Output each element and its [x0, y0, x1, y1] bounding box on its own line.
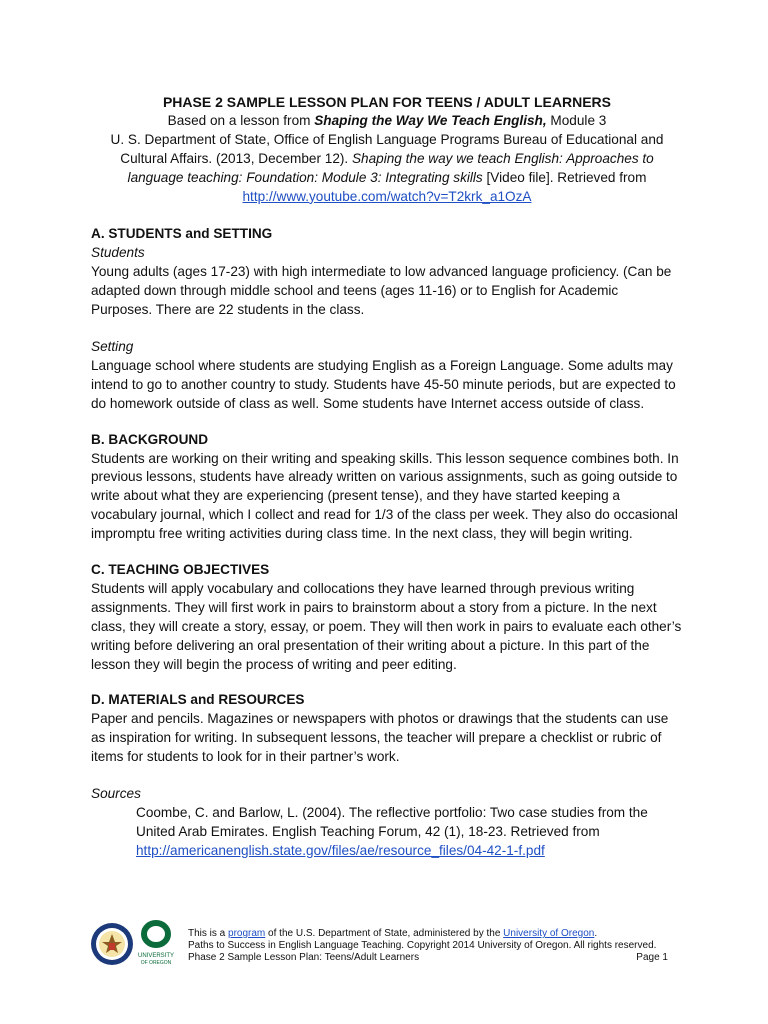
citation-line-3 [91, 169, 683, 188]
citation-3b: [Video file]. Retrieved from [482, 169, 647, 185]
document-body [91, 93, 683, 861]
university-of-oregon-logo-icon [138, 920, 174, 968]
based-on-line [91, 112, 683, 131]
citation-3a: language teaching: Foundation: Module 3: Integrating skills [127, 169, 483, 185]
background-text: Students are working on their writing and speaking skills. This lesson sequence combines both. In previous lessons, students have already written on various assignments, such as going outside to write about what they are experiencing (present tense), and they have started keeping a vocabulary journal, which I collect and read for 1/3 of the class per week. They also do occasional impromptu free writing activities during class time. In the next class, they will begin writing. [91, 450, 679, 542]
video-link-line [91, 188, 683, 207]
page-footer [90, 920, 670, 970]
state-department-seal-icon [90, 922, 134, 966]
footer-line-2: Paths to Success in English Language Teaching. Copyright 2014 University of Oregon. All rights reserved. [188, 940, 657, 951]
source-entry [91, 804, 683, 861]
footer-text [188, 928, 668, 964]
footer-doc-title: Phase 2 Sample Lesson Plan: Teens/Adult Learners [188, 952, 420, 963]
program-link[interactable]: program [228, 928, 266, 939]
sources-label: Sources [91, 786, 141, 802]
page-number: Page 1 [636, 952, 668, 963]
citation-2b: Shaping the way we teach English: Approaches to [351, 150, 654, 166]
section-c-title: C. TEACHING OBJECTIVES [91, 562, 270, 578]
page-title: PHASE 2 SAMPLE LESSON PLAN FOR TEENS / ADULT LEARNERS [162, 94, 612, 110]
video-link[interactable]: http://www.youtube.com/watch?v=T2krk_a1OzA [242, 188, 532, 204]
section-b-title: B. BACKGROUND [91, 431, 209, 447]
university-of-oregon-link[interactable]: University of Oregon [503, 928, 595, 939]
students-label: Students [91, 245, 145, 261]
based-on-bold: Shaping the Way We Teach English, [314, 112, 547, 128]
setting-label: Setting [91, 338, 134, 354]
uo-logo-text-2: OF OREGON [140, 960, 172, 966]
objectives-text: Students will apply vocabulary and collocations they have learned through previous writing assignments. They will first work in pairs to brainstorm about a story from a picture. In the next class, they will create a story, essay, or poem. They will then work in pairs to evaluate each other’s writing before delivering an oral presentation of their writing about a picture. In this part of the lesson they will begin the process of writing and peer editing. [91, 580, 682, 672]
students-text: Young adults (ages 17-23) with high intermediate to low advanced language proficiency. (Can be adapted down through middle school and teens (ages 11-16) or to English for Academic Purposes. There are 22 students in the class. [91, 264, 672, 318]
footer-line1-a: This is a [188, 928, 229, 939]
footer-line1-c: . [594, 928, 598, 939]
footer-line-1 [188, 928, 668, 940]
uo-logo-text-1: UNIVERSITY [138, 953, 174, 959]
materials-text: Paper and pencils. Magazines or newspapers with photos or drawings that the students can use as inspiration for writing. In subsequent lessons, the teacher will prepare a checklist or rubric of items for students to look for in their partner’s work. [91, 711, 669, 765]
source-text: Coombe, C. and Barlow, L. (2004). The reflective portfolio: Two case studies from the United Arab Emirates. English Teaching Forum, 42 (1), 18-23. Retrieved from [136, 805, 648, 839]
setting-text: Language school where students are studying English as a Foreign Language. Some adults may intend to go to another country to study. Students have 45-50 minute periods, but are expected to do homework outside of class as well. Some students have Internet access outside of class. [91, 357, 676, 411]
footer-line1-b: of the U.S. Department of State, administered by the [265, 928, 504, 939]
based-on-prefix: Based on a lesson from [167, 112, 315, 128]
footer-line-3 [188, 952, 668, 964]
citation-line-1: U. S. Department of State, Office of English Language Programs Bureau of Educational and [110, 131, 664, 147]
citation-line-2 [91, 150, 683, 169]
source-link[interactable]: http://americanenglish.state.gov/files/ae/resource_files/04-42-1-f.pdf [136, 842, 545, 858]
section-a-title: A. STUDENTS and SETTING [91, 226, 273, 242]
based-on-suffix: Module 3 [546, 112, 607, 128]
citation-2a: Cultural Affairs. (2013, December 12). [120, 150, 352, 166]
section-d-title: D. MATERIALS and RESOURCES [91, 692, 305, 708]
